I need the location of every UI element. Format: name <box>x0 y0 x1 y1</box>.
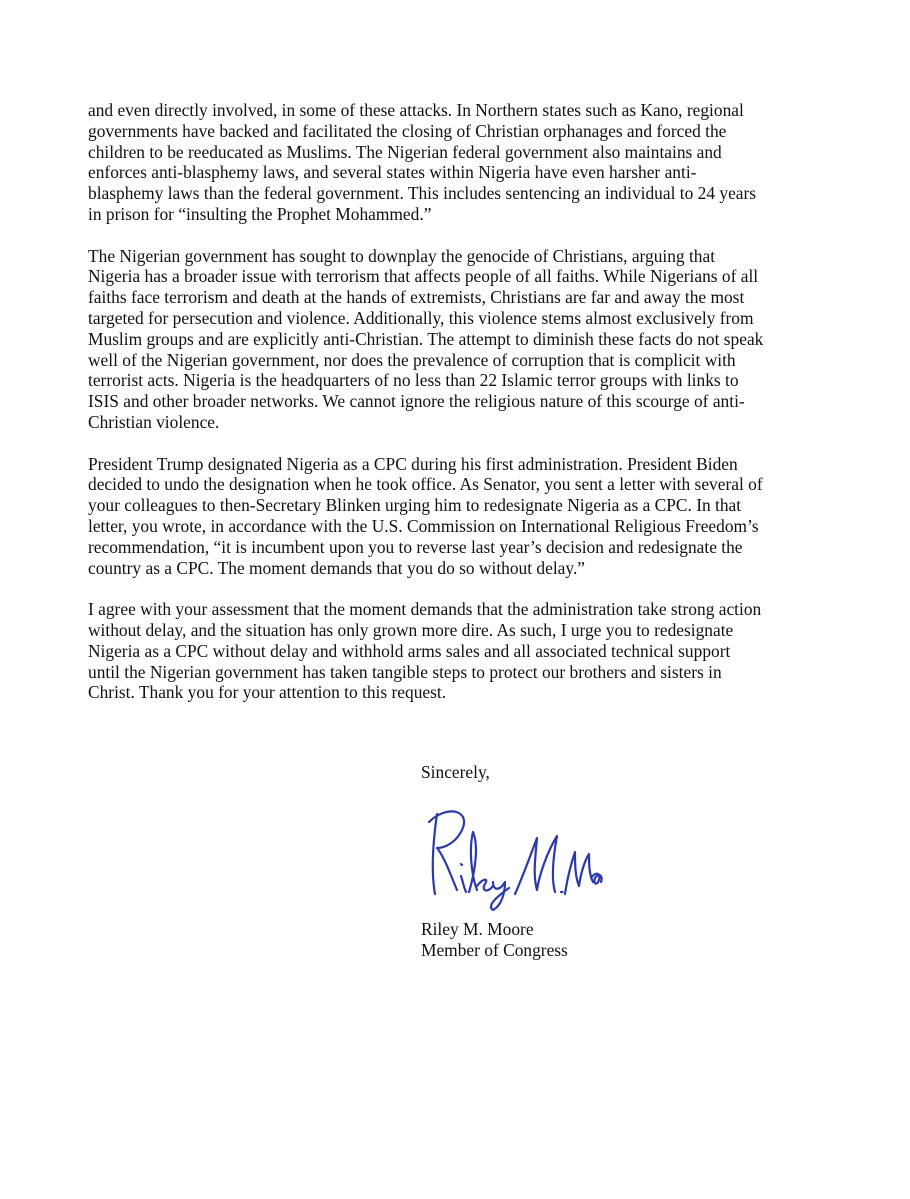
paragraph-request <box>88 599 828 703</box>
signer-block <box>421 919 568 961</box>
text-line: Nigeria as a CPC without delay and withhold arms sales and all associated technical support <box>88 640 731 661</box>
signer-name: Riley M. Moore <box>421 919 534 939</box>
text-line: governments have backed and facilitated the closing of Christian orphanages and forced the <box>88 120 727 141</box>
paragraph-cpc-designation-history <box>88 454 828 579</box>
text-line: country as a CPC. The moment demands that you do so without delay.” <box>88 557 586 578</box>
text-line: I agree with your assessment that the moment demands that the administration take strong action <box>88 599 762 620</box>
text-line: Christ. Thank you for your attention to this request. <box>88 682 447 703</box>
paragraph-local-government-involvement <box>88 100 828 225</box>
text-line: The Nigerian government has sought to downplay the genocide of Christians, arguing that <box>88 245 716 266</box>
text-line: recommendation, “it is incumbent upon you to reverse last year’s decision and redesignate the <box>88 536 743 557</box>
text-line: President Trump designated Nigeria as a CPC during his first administration. President Biden <box>88 453 738 474</box>
paragraph-downplay-genocide <box>88 246 828 433</box>
text-line: in prison for “insulting the Prophet Mohammed.” <box>88 203 432 224</box>
text-line: letter, you wrote, in accordance with the U.S. Commission on International Religious Freedom’s <box>88 515 759 536</box>
handwritten-signature <box>423 802 603 912</box>
text-line: ISIS and other broader networks. We cannot ignore the religious nature of this scourge of anti- <box>88 391 745 412</box>
text-line: blasphemy laws than the federal government. This includes sentencing an individual to 24 years <box>88 183 757 204</box>
text-line: enforces anti-blasphemy laws, and several states within Nigeria have even harsher anti- <box>88 162 697 183</box>
text-line: faiths face terrorism and death at the hands of extremists, Christians are far and away the most <box>88 287 745 308</box>
text-line: targeted for persecution and violence. Additionally, this violence stems almost exclusively from <box>88 307 754 328</box>
text-line: Muslim groups and are explicitly anti-Christian. The attempt to diminish these facts do not speak <box>88 328 764 349</box>
text-line: children to be reeducated as Muslims. The Nigerian federal government also maintains and <box>88 141 722 162</box>
text-line: terrorist acts. Nigeria is the headquarters of no less than 22 Islamic terror groups with links to <box>88 370 739 391</box>
text-line: and even directly involved, in some of these attacks. In Northern states such as Kano, regional <box>88 100 744 120</box>
text-line: decided to undo the designation when he took office. As Senator, you sent a letter with several of <box>88 474 763 495</box>
text-line: well of the Nigerian government, nor does the prevalence of corruption that is complicit with <box>88 349 736 370</box>
text-line: without delay, and the situation has only grown more dire. As such, I urge you to redesignate <box>88 619 734 640</box>
closing-salutation: Sincerely, <box>421 762 490 782</box>
signer-title: Member of Congress <box>421 939 568 960</box>
text-line: Nigeria has a broader issue with terrorism that affects people of all faiths. While Nigerians of all <box>88 266 759 287</box>
letter-body <box>88 100 828 724</box>
text-line: your colleagues to then-Secretary Blinken urging him to redesignate Nigeria as a CPC. In that <box>88 495 742 516</box>
text-line: until the Nigerian government has taken tangible steps to protect our brothers and sisters in <box>88 661 722 682</box>
text-line: Christian violence. <box>88 411 220 432</box>
